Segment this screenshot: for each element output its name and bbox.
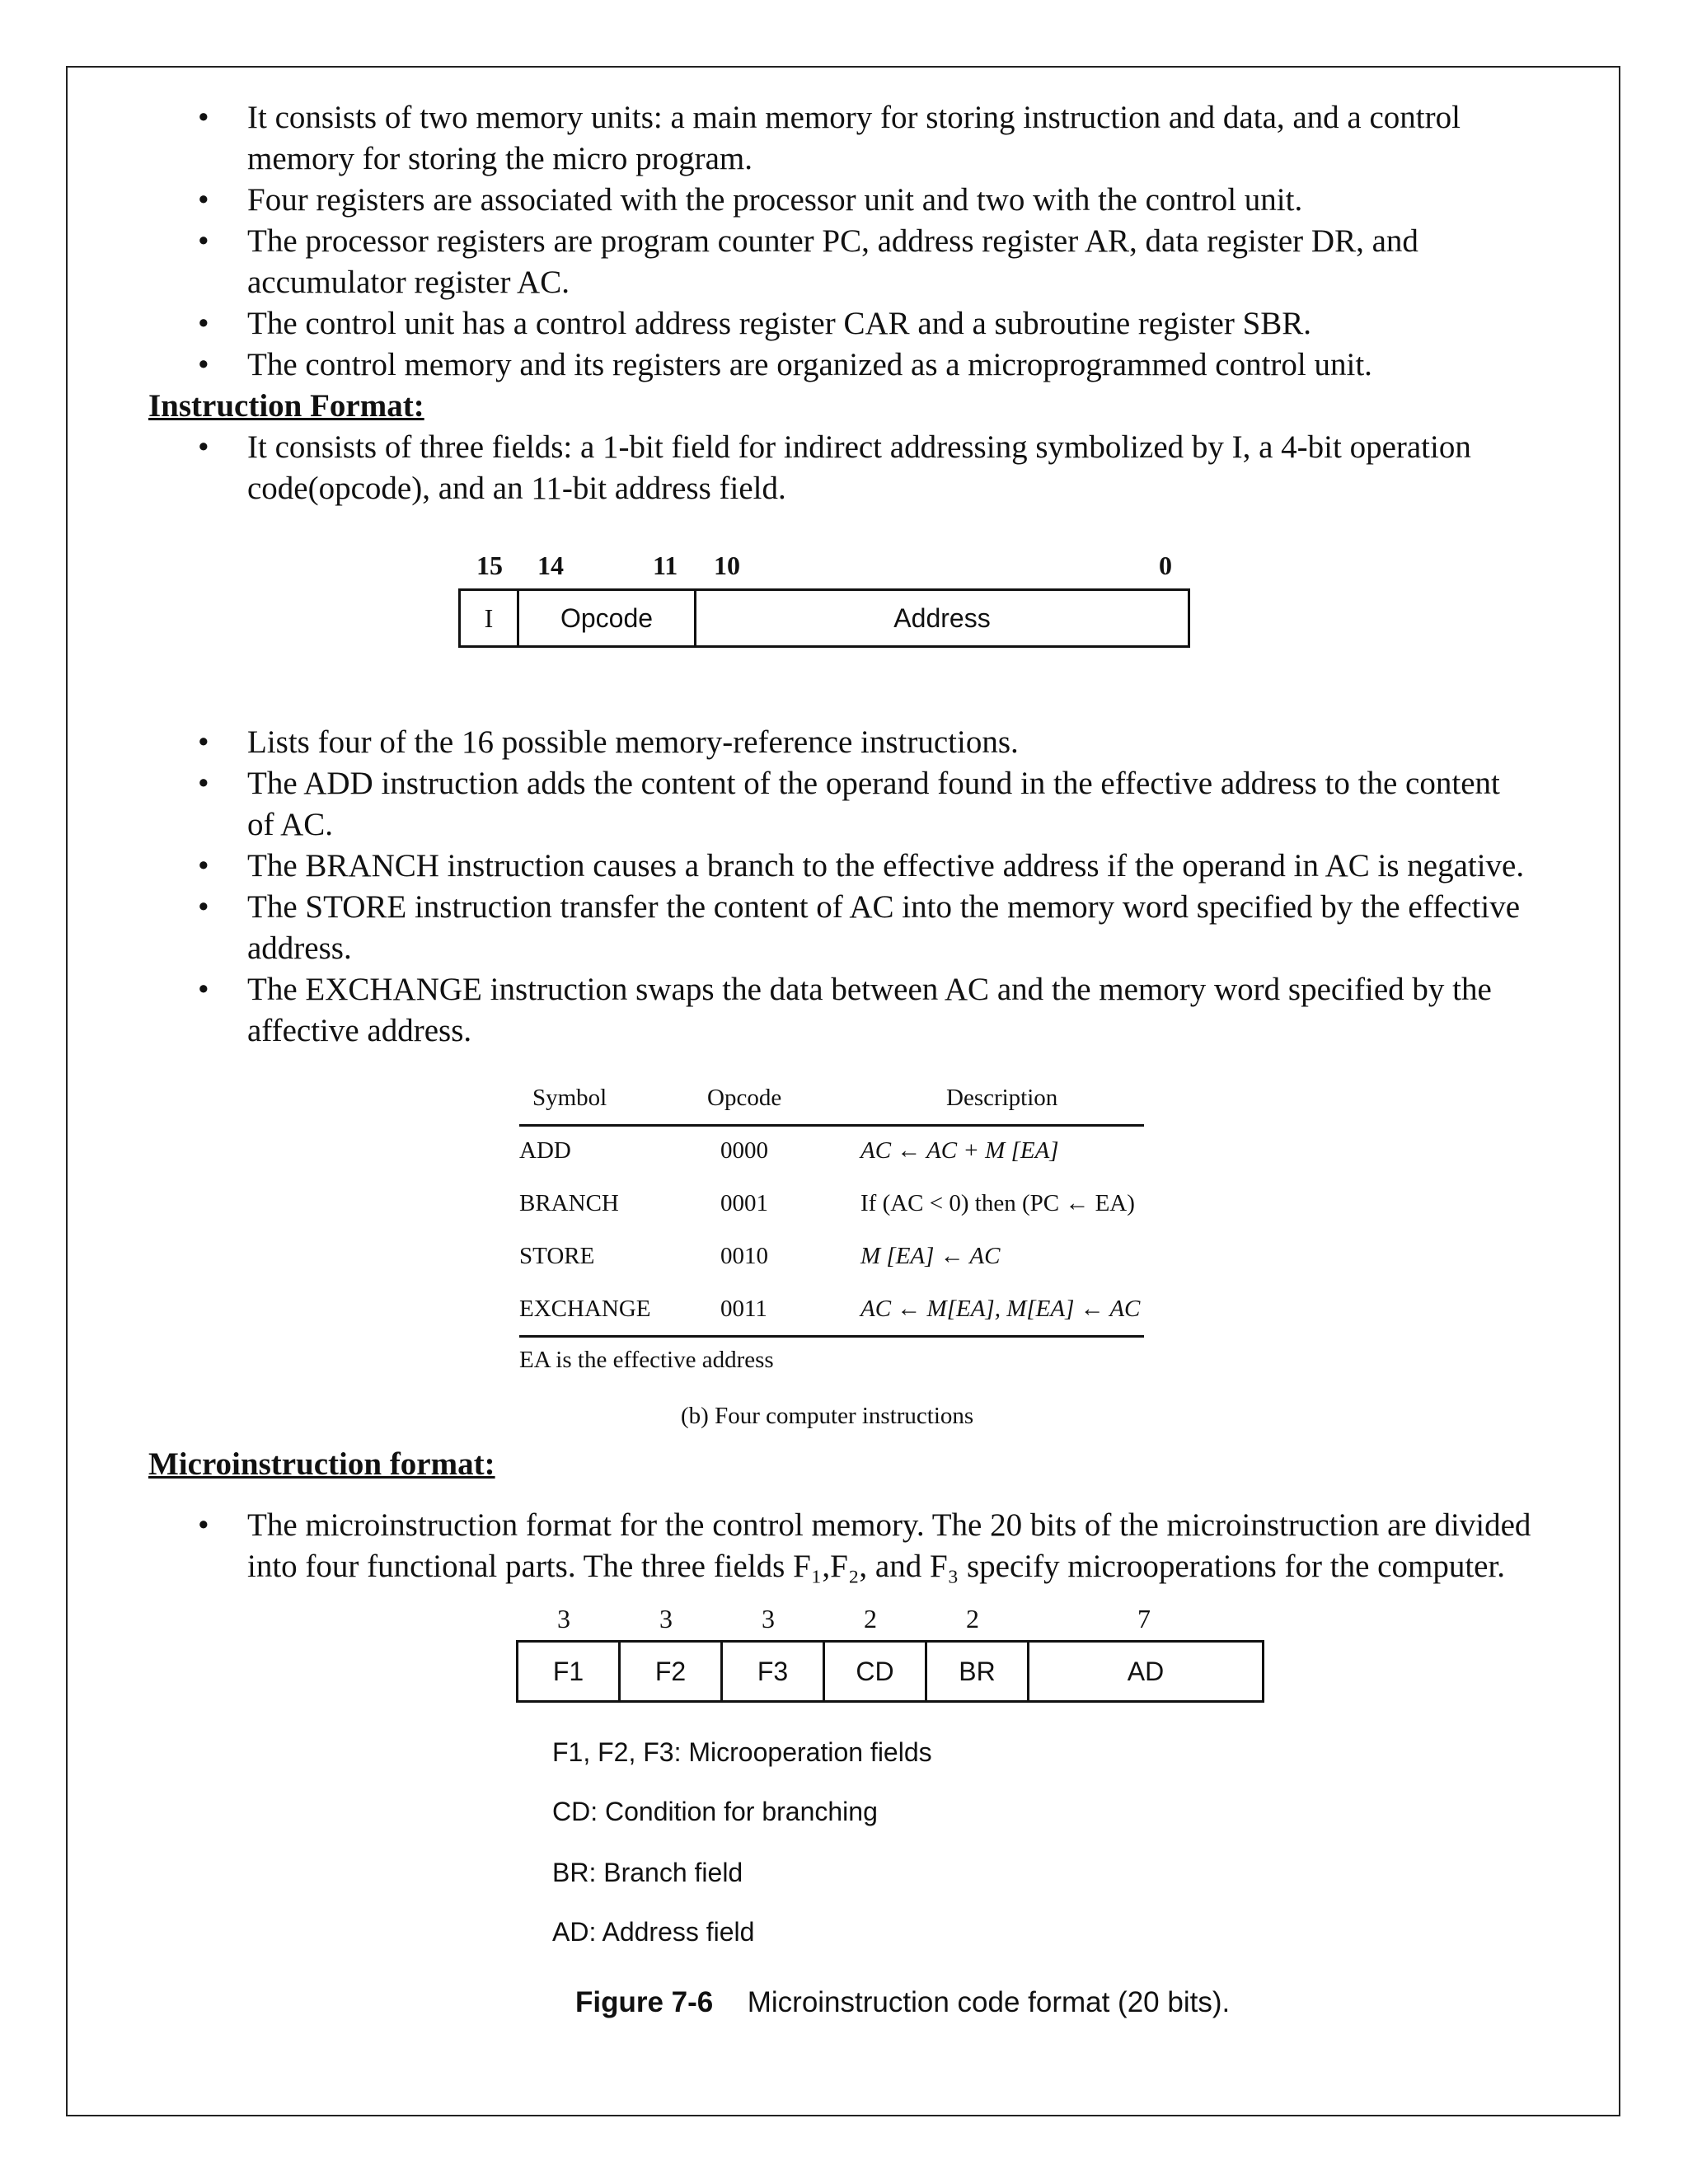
legend-line: F1, F2, F3: Microoperation fields <box>552 1737 932 1767</box>
bullet-item: • The BRANCH instruction causes a branch to the effective address if the operand in AC is negative. <box>198 848 1525 883</box>
table-cell: 0001 <box>720 1190 768 1216</box>
bullet-item: • The microinstruction format for the control memory. The 20 bits of the microinstruction are divided into four functional parts. The three fields F₁,F₂, and F₃ specify microoperations for the computer. <box>198 1507 1531 1584</box>
legend-line: CD: Condition for branching <box>552 1797 878 1826</box>
table-cell: 0011 <box>720 1296 767 1322</box>
bullet-list-top <box>0 97 1688 386</box>
table-header-opcode: Opcode <box>707 1085 782 1111</box>
field-address: Address <box>893 602 991 633</box>
width-label: 2 <box>864 1604 877 1633</box>
table-cell: M [EA] ← AC <box>860 1243 1001 1269</box>
width-label: 3 <box>557 1604 570 1633</box>
figure-caption <box>575 1986 1230 2019</box>
field-cd: CD <box>825 1643 927 1700</box>
figure-caption-label: Figure 7-6 <box>575 1986 714 2018</box>
table-rule-bottom <box>519 1335 1144 1338</box>
table-header-description: Description <box>946 1085 1058 1111</box>
bullet-item: • It consists of two memory units: a main memory for storing instruction and data, and a control memory for storing the micro program. <box>198 100 1461 176</box>
table-cell: 0000 <box>720 1137 768 1164</box>
bit-label: 0 <box>1159 551 1172 580</box>
table-caption: (b) Four computer instructions <box>681 1403 974 1429</box>
field-opcode: Opcode <box>519 591 696 645</box>
table-cell: BRANCH <box>519 1190 619 1216</box>
bit-label: 15 <box>476 551 503 580</box>
field-f3: F3 <box>723 1643 825 1700</box>
microinstruction-field-box <box>516 1640 1264 1703</box>
heading-instruction-format: Instruction Format: <box>148 388 424 424</box>
legend-line: AD: Address field <box>552 1917 755 1947</box>
field-ad: AD <box>1127 1656 1165 1686</box>
bullet-list-memory-reference <box>0 722 1688 1052</box>
table-cell: 0010 <box>720 1243 768 1269</box>
table-cell: AC ← M[EA], M[EA] ← AC <box>860 1296 1141 1322</box>
bullet-list-micro <box>0 1505 1688 1587</box>
table-cell: AC ← AC + M [EA] <box>860 1137 1059 1164</box>
field-br: BR <box>927 1643 1029 1700</box>
table-rule-top <box>519 1124 1144 1127</box>
table-cell: EXCHANGE <box>519 1296 651 1322</box>
table-note: EA is the effective address <box>519 1347 774 1373</box>
bullet-item: • The EXCHANGE instruction swaps the data between AC and the memory word specified by the affective address. <box>198 972 1492 1048</box>
bit-label: 14 <box>537 551 564 580</box>
table-cell: ADD <box>519 1137 571 1164</box>
table-cell: If (AC < 0) then (PC ← EA) <box>860 1190 1135 1216</box>
instruction-field-box <box>458 588 1190 648</box>
bullet-item: • The STORE instruction transfer the content of AC into the memory word specified by the effective address. <box>198 889 1521 966</box>
bit-label: 11 <box>653 551 678 580</box>
bullet-item: • The processor registers are program counter PC, address register AR, data register DR, and accumulator register AC. <box>198 223 1418 300</box>
bullet-item: • Lists four of the 16 possible memory-reference instructions. <box>198 724 1019 760</box>
table-cell: STORE <box>519 1243 595 1269</box>
bullet-item: • It consists of three fields: a 1-bit field for indirect addressing symbolized by I, a 4-bit operation code(opcode), and an 11-bit address field. <box>198 429 1471 506</box>
legend-line: BR: Branch field <box>552 1858 743 1887</box>
width-label: 2 <box>966 1604 979 1633</box>
width-label: 3 <box>762 1604 775 1633</box>
table-header-symbol: Symbol <box>532 1085 607 1111</box>
field-i: I <box>461 591 519 645</box>
field-f2: F2 <box>621 1643 723 1700</box>
bullet-list-instruction <box>0 427 1688 509</box>
bullet-item: • The control unit has a control address register CAR and a subroutine register SBR. <box>198 306 1312 341</box>
width-label: 7 <box>1137 1604 1151 1633</box>
heading-microinstruction-format: Microinstruction format: <box>148 1446 495 1482</box>
bullet-item: • The ADD instruction adds the content of the operand found in the effective address to the content of AC. <box>198 766 1500 842</box>
field-f1: F1 <box>518 1643 621 1700</box>
bullet-item: • Four registers are associated with the processor unit and two with the control unit. <box>198 182 1303 218</box>
bullet-item: • The control memory and its registers are organized as a microprogrammed control unit. <box>198 347 1372 382</box>
width-label: 3 <box>659 1604 673 1633</box>
bit-label: 10 <box>714 551 740 580</box>
figure-caption-text: Microinstruction code format (20 bits). <box>747 1986 1231 2018</box>
